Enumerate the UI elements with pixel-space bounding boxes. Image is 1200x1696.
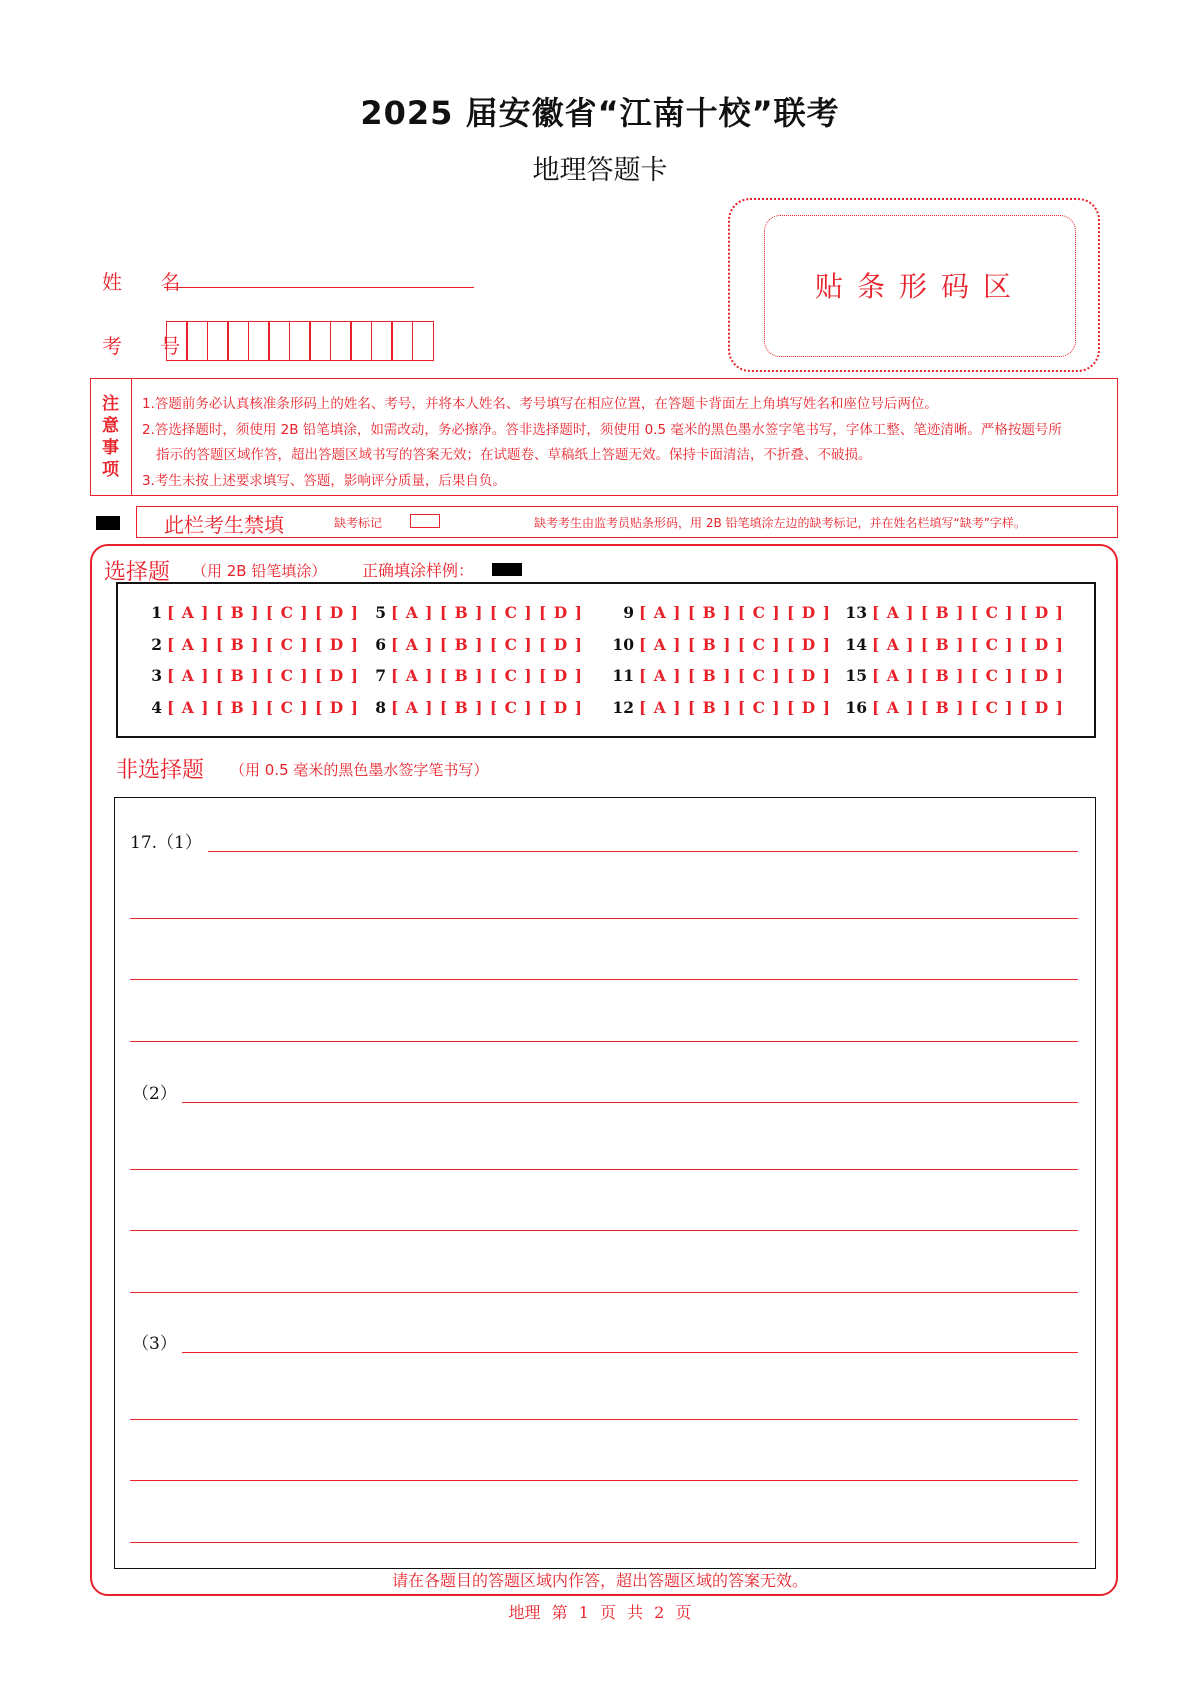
question-number: 11: [612, 666, 634, 685]
multiple-choice-note: （用 2B 铅笔填涂）: [192, 562, 327, 580]
fill-example-mark: [492, 563, 522, 576]
exam-id-digit-box[interactable]: [412, 321, 434, 361]
page-title: 2025 届安徽省“江南十校”联考: [360, 94, 840, 132]
question-6-choices: [372, 635, 583, 654]
question-label: （3）: [132, 1334, 177, 1354]
notice-title-char: 事: [102, 438, 119, 458]
answer-line[interactable]: [130, 1542, 1078, 1543]
question-number: 7: [375, 666, 386, 685]
exam-id-digit-box[interactable]: [207, 321, 229, 361]
open-answer-box: [114, 797, 1096, 1569]
answer-line[interactable]: [130, 1230, 1078, 1231]
question-number: 2: [151, 635, 162, 654]
absent-mark-sample: [96, 516, 120, 530]
answer-line[interactable]: [130, 1419, 1078, 1420]
question-8-choices: [372, 698, 583, 717]
exam-id-digit-box[interactable]: [350, 321, 372, 361]
answer-line[interactable]: [130, 1041, 1078, 1042]
non-choice-title: 非选择题: [116, 758, 205, 783]
question-label: 17.（1）: [130, 833, 202, 853]
question-7-choices: [372, 666, 583, 685]
page-footer: 地理 第 1 页 共 2 页: [508, 1603, 692, 1622]
question-5-choices: [372, 603, 583, 622]
question-4-choices: [148, 698, 359, 717]
answer-line[interactable]: [182, 1352, 1078, 1353]
notice-line: 1.答题前务必认真核准条形码上的姓名、考号，并将本人姓名、考号填写在相应位置，在答题卡背面左上角填写姓名和座位号后两位。: [142, 396, 938, 412]
answer-bubbles[interactable]: [ A ] [ B ] [ C ] [ D ]: [639, 666, 831, 685]
barcode-label: 贴条形码区: [814, 270, 1025, 303]
answer-bubbles[interactable]: [ A ] [ B ] [ C ] [ D ]: [639, 698, 831, 717]
question-label: （2）: [132, 1084, 177, 1104]
notice-line: 指示的答题区域作答，超出答题区域书写的答案无效；在试题卷、草稿纸上答题无效。保持卡面清洁，不折叠、不破损。: [156, 447, 872, 463]
bottom-warning: 请在各题目的答题区域内作答，超出答题区域的答案无效。: [391, 1571, 808, 1590]
answer-line[interactable]: [208, 851, 1078, 852]
answer-bubbles[interactable]: [ A ] [ B ] [ C ] [ D ]: [391, 666, 583, 685]
answer-line[interactable]: [130, 1169, 1078, 1170]
answer-bubbles[interactable]: [ A ] [ B ] [ C ] [ D ]: [391, 635, 583, 654]
question-3-choices: [148, 666, 359, 685]
question-number: 10: [612, 635, 634, 654]
notice-title-char: 注: [102, 394, 119, 414]
question-16-choices: [843, 698, 1064, 717]
question-number: 8: [375, 698, 386, 717]
question-2-choices: [148, 635, 359, 654]
notice-title: [90, 378, 132, 496]
exam-id-digit-box[interactable]: [391, 321, 413, 361]
question-number: 5: [375, 603, 386, 622]
answer-line[interactable]: [130, 918, 1078, 919]
answer-bubbles[interactable]: [ A ] [ B ] [ C ] [ D ]: [167, 698, 359, 717]
question-13-choices: [843, 603, 1064, 622]
question-14-choices: [843, 635, 1064, 654]
notice-title-char: 意: [102, 416, 119, 436]
answer-bubbles[interactable]: [ A ] [ B ] [ C ] [ D ]: [872, 698, 1064, 717]
notice-title-char: 项: [102, 460, 119, 480]
question-11-choices: [610, 666, 831, 685]
answer-bubbles[interactable]: [ A ] [ B ] [ C ] [ D ]: [639, 635, 831, 654]
absent-row-title: 此栏考生禁填: [164, 513, 284, 537]
answer-line[interactable]: [130, 979, 1078, 980]
absent-note: 缺考考生由监考员贴条形码，用 2B 铅笔填涂左边的缺考标记，并在姓名栏填写“缺考”字样。: [534, 516, 1026, 530]
notice-text: [142, 392, 1102, 494]
question-number: 3: [151, 666, 162, 685]
non-choice-note: （用 0.5 毫米的黑色墨水签字笔书写）: [230, 761, 489, 779]
exam-id-digit-box[interactable]: [227, 321, 249, 361]
name-field[interactable]: [164, 287, 474, 288]
answer-bubbles[interactable]: [ A ] [ B ] [ C ] [ D ]: [872, 603, 1064, 622]
exam-id-digit-box[interactable]: [268, 321, 290, 361]
question-number: 6: [375, 635, 386, 654]
answer-bubbles[interactable]: [ A ] [ B ] [ C ] [ D ]: [391, 603, 583, 622]
exam-id-digit-box[interactable]: [371, 321, 393, 361]
question-number: 15: [845, 666, 867, 685]
question-number: 16: [845, 698, 867, 717]
exam-id-digit-box[interactable]: [166, 321, 188, 361]
question-number: 13: [845, 603, 867, 622]
answer-bubbles[interactable]: [ A ] [ B ] [ C ] [ D ]: [167, 635, 359, 654]
exam-id-digit-box[interactable]: [330, 321, 352, 361]
question-9-choices: [610, 603, 831, 622]
question-number: 1: [151, 603, 162, 622]
exam-id-digit-box[interactable]: [186, 321, 208, 361]
question-12-choices: [610, 698, 831, 717]
exam-id-digit-box[interactable]: [309, 321, 331, 361]
question-10-choices: [610, 635, 831, 654]
answer-bubbles[interactable]: [ A ] [ B ] [ C ] [ D ]: [391, 698, 583, 717]
answer-bubbles[interactable]: [ A ] [ B ] [ C ] [ D ]: [167, 603, 359, 622]
question-number: 4: [151, 698, 162, 717]
question-number: 14: [845, 635, 867, 654]
notice-line: 3.考生未按上述要求填写、答题，影响评分质量，后果自负。: [142, 472, 506, 489]
answer-line[interactable]: [130, 1480, 1078, 1481]
answer-bubbles[interactable]: [ A ] [ B ] [ C ] [ D ]: [639, 603, 831, 622]
answer-line[interactable]: [182, 1102, 1078, 1103]
page-subtitle: 地理答题卡: [532, 155, 668, 186]
exam-id-label: 考 号: [102, 334, 197, 358]
question-number: 12: [612, 698, 634, 717]
absent-flag-label: 缺考标记: [334, 516, 383, 530]
answer-line[interactable]: [130, 1292, 1078, 1293]
notice-line: 2.答选择题时，须使用 2B 铅笔填涂，如需改动，务必擦净。答非选择题时，须使用 0.5 毫米的黑色墨水签字笔书写，字体工整、笔迹清晰。严格按题号所: [142, 421, 1062, 438]
question-1-choices: [148, 603, 359, 622]
question-number: 9: [623, 603, 634, 622]
exam-id-digit-box[interactable]: [248, 321, 270, 361]
exam-id-digit-box[interactable]: [289, 321, 311, 361]
answer-bubbles[interactable]: [ A ] [ B ] [ C ] [ D ]: [872, 635, 1064, 654]
answer-bubbles[interactable]: [ A ] [ B ] [ C ] [ D ]: [167, 666, 359, 685]
fill-example-label: 正确填涂样例：: [362, 561, 475, 580]
multiple-choice-title: 选择题: [104, 560, 171, 585]
answer-bubbles[interactable]: [ A ] [ B ] [ C ] [ D ]: [872, 666, 1064, 685]
name-label: 姓 名: [102, 270, 197, 294]
exam-id-boxes[interactable]: [167, 321, 434, 361]
absent-flag-box[interactable]: [410, 514, 440, 528]
question-15-choices: [843, 666, 1064, 685]
